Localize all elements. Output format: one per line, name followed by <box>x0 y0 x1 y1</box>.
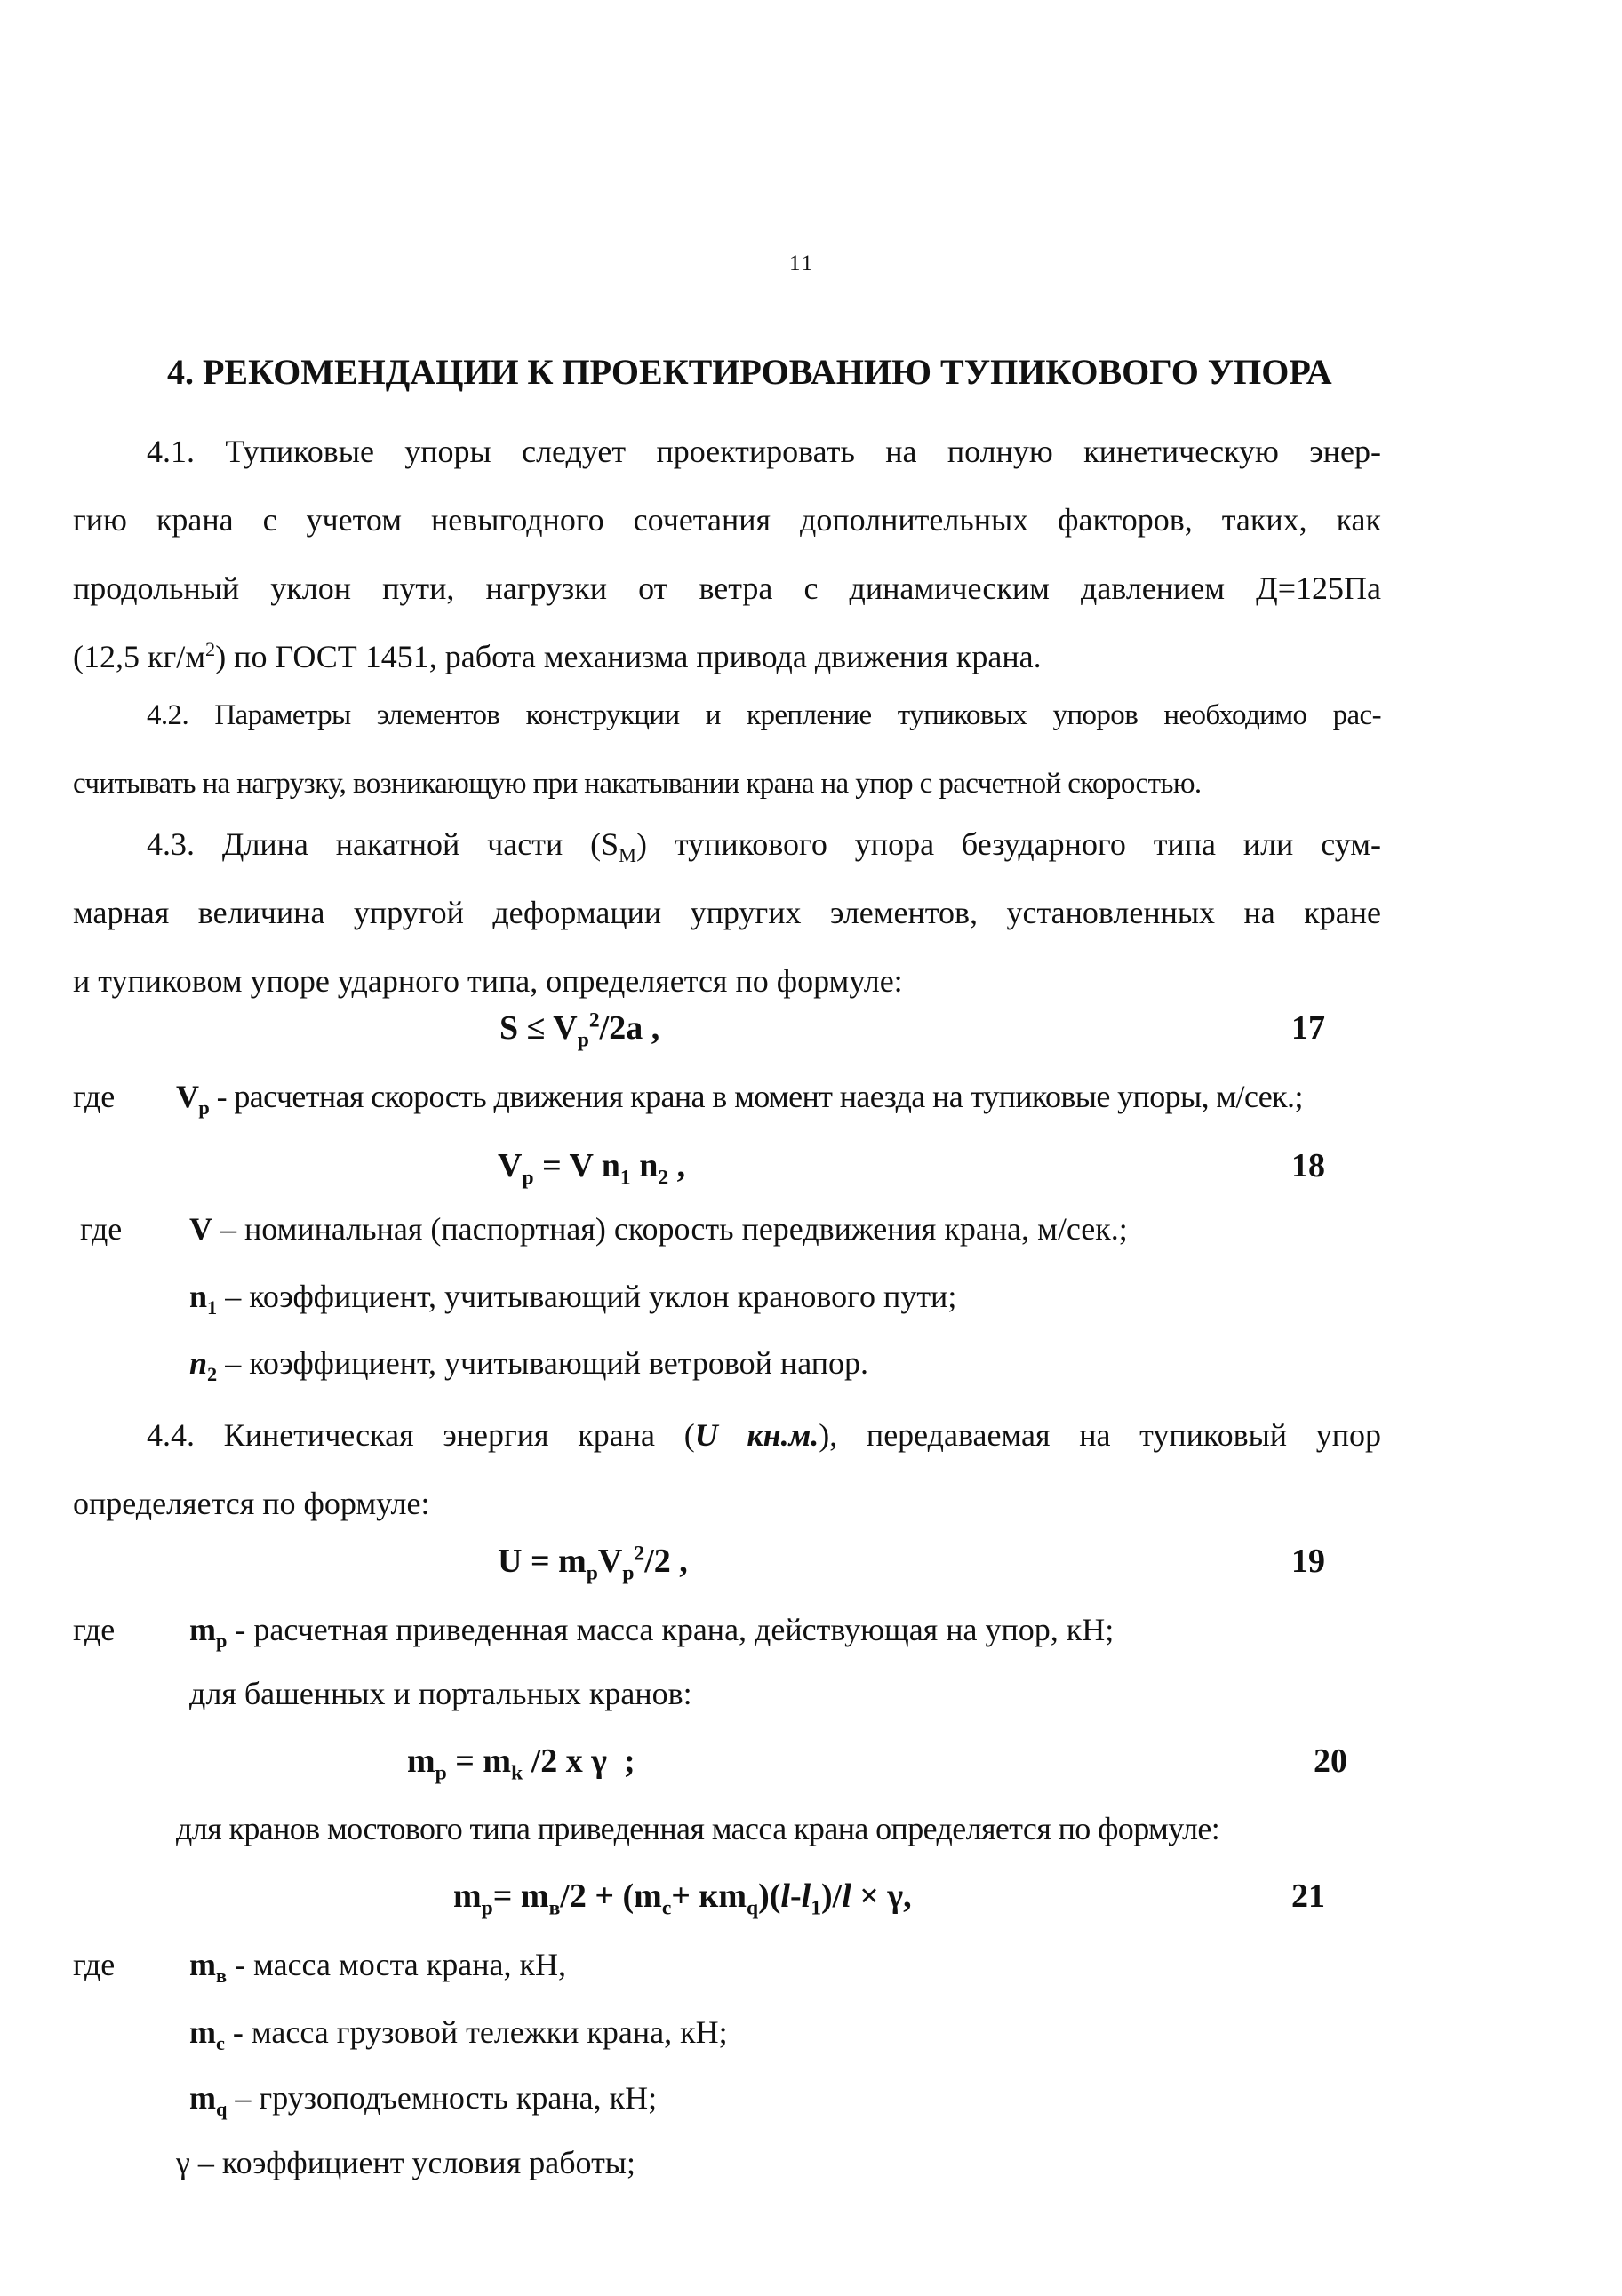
p44-energy-unit: U кн.м. <box>694 1417 819 1453</box>
p41-superscript: 2 <box>205 638 216 660</box>
formula-18-number: 18 <box>1291 1147 1325 1184</box>
formula-18: $V_p = V$ $n_1$ $n_2$ , <box>498 1147 686 1190</box>
formula-21: $m_p= m_в/2 + (m_c+ кm_q)(l-l_1)/l \times \gamma$, <box>453 1877 912 1920</box>
where-label-2: где <box>80 1211 123 1247</box>
p44-line-2: определяется по формуле: <box>73 1486 430 1521</box>
mq-subscript: q <box>216 2098 228 2121</box>
mb-text: - масса моста крана, кН, <box>227 1947 566 1982</box>
mc-text: - масса грузовой тележки крана, кН; <box>224 2014 728 2050</box>
n2-text: – коэффициент, учитывающий ветровой напор. <box>217 1345 868 1381</box>
p41-line-3: продольный уклон пути, нагрузки от ветра с динамическим давлением Д=125Па <box>73 570 1381 606</box>
gamma-symbol: γ <box>176 2145 190 2180</box>
paragraph-4-2 <box>73 682 1381 818</box>
n1-subscript: 1 <box>207 1296 218 1319</box>
vp-text: - расчетная скорость движения крана в момент наезда на тупиковые упоры, м/сек.; <box>209 1079 1303 1114</box>
v-text: – номинальная (паспортная) скорость передвижения крана, м/сек.; <box>212 1211 1128 1247</box>
p41-line-4-b: ) по ГОСТ 1451, работа механизма привода движения крана. <box>215 639 1042 674</box>
formula-19: $U = m_pV_p^2/2$ , <box>498 1542 688 1585</box>
definition-mp <box>189 1611 1115 1653</box>
p41-line-2: гию крана с учетом невыгодного сочетания дополнительных факторов, таких, как <box>73 502 1381 538</box>
tower-cranes-label: для башенных и портальных кранов: <box>189 1676 692 1711</box>
n2-subscript: 2 <box>207 1363 218 1386</box>
p43-line-3: и тупиковом упоре ударного типа, определяется по формуле: <box>73 963 903 999</box>
formula-19-number: 19 <box>1291 1543 1325 1580</box>
bridge-cranes-label: для кранов мостового типа приведенная масса крана определяется по формуле: <box>176 1811 1220 1846</box>
p42-line-2: считывать на нагрузку, возникающую при накатывании крана на упор с расчетной скоростью. <box>73 768 1202 800</box>
definition-v <box>189 1210 1128 1248</box>
v-symbol: V <box>189 1211 212 1247</box>
n1-text: – коэффициент, учитывающий уклон кранового пути; <box>217 1279 957 1314</box>
n2-symbol: n <box>189 1345 208 1381</box>
definition-n1 <box>189 1278 957 1319</box>
paragraph-4-4 <box>73 1401 1381 1538</box>
definition-mb <box>189 1946 566 1988</box>
definition-gamma <box>176 2144 635 2181</box>
mb-symbol: m <box>189 1947 216 1982</box>
definition-vp <box>176 1078 1303 1120</box>
vp-subscript: p <box>198 1096 210 1120</box>
p44-line-1 <box>73 1401 1381 1470</box>
mb-subscript: в <box>216 1965 228 1988</box>
where-label-1: где <box>73 1079 116 1114</box>
mc-subscript: c <box>216 2032 225 2055</box>
page-number: 11 <box>789 251 815 275</box>
where-label-3: где <box>73 1612 116 1647</box>
p42-line-1: 4.2. Параметры элементов конструкции и крепление тупиковых упоров необходимо рас- <box>147 699 1381 731</box>
p44-line-1-a: 4.4. Кинетическая энергия крана ( <box>147 1417 695 1453</box>
p44-line-1-b: ), передаваемая на тупиковый упор <box>819 1417 1381 1453</box>
n1-symbol: n <box>189 1279 208 1314</box>
definition-n2 <box>189 1344 868 1386</box>
section-heading: 4. РЕКОМЕНДАЦИИ К ПРОЕКТИРОВАНИЮ ТУПИКОВОГО УПОРА <box>167 352 1332 392</box>
gamma-text: – коэффициент условия работы; <box>189 2145 635 2180</box>
mp-subscript: p <box>216 1630 228 1653</box>
p43-subscript: M <box>619 844 636 867</box>
definition-mq <box>189 2079 658 2121</box>
formula-20: $m_p = m_k$ /2 x γ ; <box>407 1742 635 1785</box>
paragraph-4-3 <box>73 810 1381 1016</box>
formula-20-number: 20 <box>1314 1742 1347 1780</box>
mq-text: – грузоподъемность крана, кН; <box>227 2080 658 2116</box>
mp-symbol: m <box>189 1612 216 1647</box>
definition-mc <box>189 2013 728 2055</box>
formula-17: $S \le V_p^2/2a$ , <box>499 1008 660 1052</box>
p43-line-2: марная величина упругой деформации упругих элементов, установленных на кране <box>73 895 1381 930</box>
where-label-4: где <box>73 1947 116 1982</box>
mq-symbol: m <box>189 2080 216 2116</box>
formula-17-number: 17 <box>1291 1009 1325 1047</box>
p41-line-1: 4.1. Тупиковые упоры следует проектировать на полную кинетическую энер- <box>147 434 1381 469</box>
p43-line-1-a: 4.3. Длина накатной части (S <box>147 826 619 862</box>
p41-line-4-a: (12,5 кг/м <box>73 639 206 674</box>
p43-line-1-b: ) тупикового упора безударного типа или сум- <box>635 826 1382 862</box>
vp-symbol: V <box>176 1079 199 1114</box>
mc-symbol: m <box>189 2014 216 2050</box>
paragraph-4-1 <box>73 418 1381 691</box>
p43-line-1 <box>73 810 1381 879</box>
formula-21-number: 21 <box>1291 1877 1325 1915</box>
mp-text: - расчетная приведенная масса крана, действующая на упор, кН; <box>227 1612 1115 1647</box>
